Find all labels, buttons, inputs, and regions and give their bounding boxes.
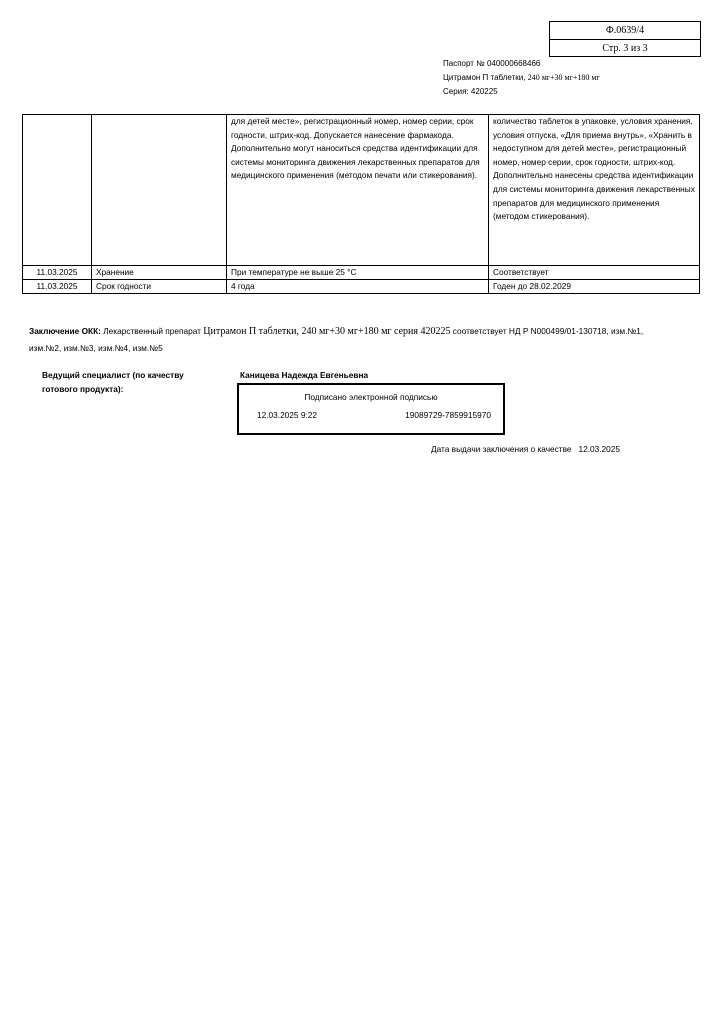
conclusion-label: Заключение ОКК: [29, 326, 101, 336]
electronic-signature-box [237, 383, 505, 435]
signature-id: 19089729-7859915970 [405, 410, 491, 420]
conclusion-prefix: Лекарственный препарат [103, 326, 201, 336]
cell-indicator [92, 115, 227, 266]
qc-conclusion [29, 323, 649, 357]
issue-date-line [431, 444, 620, 454]
cell-requirement: 4 года [227, 280, 489, 294]
passport-series: Серия: 420225 [443, 87, 498, 96]
cell-result: Годен до 28.02.2029 [489, 280, 700, 294]
cell-date [23, 115, 92, 266]
cell-result: Соответствует [489, 266, 700, 280]
conclusion-product: Цитрамон П таблетки, 240 мг+30 мг+180 мг серия 420225 [203, 326, 451, 337]
cell-indicator: Хранение [92, 266, 227, 280]
page-number: Стр. 3 из 3 [602, 43, 648, 54]
table-row [23, 266, 700, 280]
passport-header [443, 57, 600, 99]
signature-datetime: 12.03.2025 9:22 [257, 410, 317, 420]
table-row [23, 115, 700, 266]
specialist-label: Ведущий специалист (по качеству готового продукта): [42, 370, 184, 394]
cell-indicator: Срок годности [92, 280, 227, 294]
signature-title: Подписано электронной подписью [304, 392, 438, 402]
table-row [23, 280, 700, 294]
cell-requirement: При температуре не выше 25 °С [227, 266, 489, 280]
cell-date: 11.03.2025 [23, 280, 92, 294]
cell-date: 11.03.2025 [23, 266, 92, 280]
conclusion-suffix: соответствует НД Р N000499/01-130718, изм.№1, изм.№2, изм.№3, изм.№4, изм.№5 [29, 326, 644, 353]
specialist-name: Каницева Надежда Евгеньевна [240, 370, 369, 380]
issue-date-label: Дата выдачи заключения о качестве [431, 444, 572, 454]
cell-requirement: для детей месте», регистрационный номер, номер серии, срок годности, штрих-код. Допускается нанесение фармакода. Дополнительно могут наноситься средства идентификации для системы мониторинга движения лекарственных препаратов для медицинского применения (методом печати или стикерования). [227, 115, 489, 266]
issue-date: 12.03.2025 [578, 444, 620, 454]
test-results-table [22, 114, 700, 294]
passport-product-dose: 240 мг+30 мг+180 мг [527, 73, 600, 82]
form-code-box [549, 21, 701, 57]
cell-result: количество таблеток в упаковке, условия хранения, условия отпуска, «Для приема внутрь», «Хранить в недоступном для детей месте», регистрационный номер, номер серии, срок годности, штрих-код. Дополнительно нанесены средства идентификации для системы мониторинга движения лекарственных препаратов для медицинского применения (методом стикерования). [489, 115, 700, 266]
passport-number: Паспорт № 040000668466 [443, 59, 541, 68]
form-code: Ф.0639/4 [550, 22, 700, 40]
passport-product-name: Цитрамон П таблетки, [443, 73, 528, 82]
passport-product [443, 71, 600, 85]
